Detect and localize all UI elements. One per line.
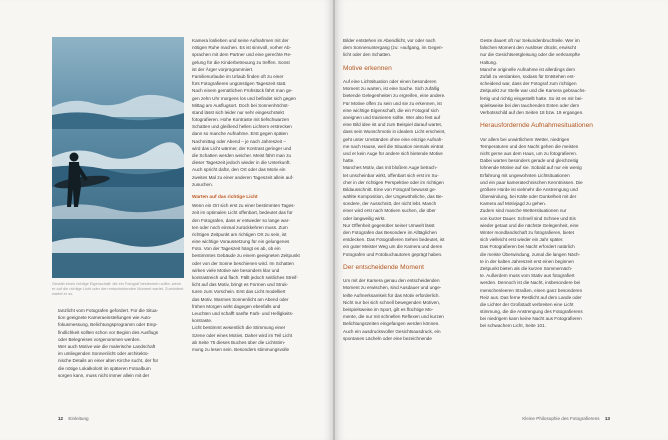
- text-line: Kamera loslieben und seine Aufnahmen mit der: [192, 38, 289, 43]
- text-line: kontraste.: [192, 318, 213, 324]
- text-line: sprachen mit dem Partner und eine gerechte Re-: [192, 52, 292, 58]
- text-line: Zeitpunkt bieten als die kurzen Sommernäch-: [480, 265, 573, 271]
- text-line: oder langweilig wirkt.: [343, 215, 386, 221]
- text-line: Dabei warten besonders gerade und gleichzeitig: [480, 158, 579, 164]
- text-line: wird das Licht wärmer, der Kontrast geringer und: [192, 145, 292, 151]
- text-line: Auf eine Lichtsituation oder einen besonderen: [343, 79, 437, 85]
- text-line: tet unscheinbar wirkt, offenbart sich erst im Su-: [343, 172, 439, 178]
- text-line: die nötige Lokalkolorit im späteren Fotoalbum: [58, 365, 151, 371]
- text-line: bei niedrigem kann keine Nacht aus Fotografieren: [480, 316, 582, 322]
- text-line: spontanes Lächeln oder eine bezeichnende: [343, 335, 432, 341]
- text-line: eine wichtige Eigenschaft, die ein Fotograf sich: [343, 107, 439, 113]
- text-line: Manche originelle Aufnahme ist allerdings dem: [480, 66, 575, 72]
- text-line: geht unter Umständen ohne eine einzige Aufnah-: [343, 136, 443, 142]
- text-line: zusuchen.: [192, 181, 213, 187]
- text-line: und er kein Auge für andere sich bietende Motive: [343, 150, 443, 156]
- text-line: die Lichter der Großstadt verbreiten eine Licht: [480, 301, 574, 307]
- right-footer: [522, 416, 610, 421]
- text-line: von kurzer Dauer. Schnell sind Schnee und Eis: [480, 215, 576, 221]
- text-line: nicht gerne aus dem Haus, um zu fotografieren.: [480, 150, 578, 156]
- text-line: Auch ein ausdrucksvoller Gesichtsausdruck, ein: [343, 328, 441, 334]
- text-line: im umliegenden Sonnenlicht oder architekto-: [58, 351, 149, 357]
- text-line: gelung für die Kinderbetreuung zu treffen. Sonst: [192, 59, 290, 65]
- text-line: sich vielleicht erst wieder ein Jahr später.: [480, 237, 564, 243]
- text-line: Geste dauert oft nur Sekundenbruchteile. Wer im: [480, 38, 580, 43]
- text-line: werden. Dennoch ist die Nacht, insbesondere bei: [480, 280, 581, 286]
- text-line: dieser Tageszeit jedoch wieder in die Unterkunft.: [192, 160, 291, 166]
- text-line: Das Fotografieren bei Nacht erfordert natürlich: [480, 244, 575, 250]
- surfer-photo-image: [52, 37, 184, 278]
- text-line: und ein paar kameratechnischen Kenntnissen. Die: [480, 179, 583, 185]
- text-line: tion geeignete Kameraeinstellungen wie Auto-: [58, 315, 152, 321]
- text-line: Belichtungszeiten eingefangen werden können.: [343, 321, 440, 327]
- heading-entscheidende-moment: Der entscheidende Moment: [343, 263, 425, 271]
- text-line: wählte Komposition, der Ungewöhnliche, das Be-: [343, 194, 444, 200]
- text-line: Licht bestimmt wesentlich die Stimmung einer: [192, 325, 286, 331]
- text-line: fertig und richtig eingestellt hatte. So ist es mir bei-: [480, 95, 583, 101]
- heading-motive-erkennen: Motive erkennen: [343, 64, 392, 72]
- text-line: Haltung.: [480, 59, 498, 65]
- text-line: zweites Mal zu einer anderen Tageszeit allein auf-: [192, 174, 294, 180]
- text-line: die Schatten werden weicher. Meist fährt man zu: [192, 153, 292, 158]
- text-line: Foto. Von der Tageszeit hängt es ab, ob ein: [192, 246, 281, 252]
- text-line: Szene oder eines Motivs. Daher wird im Teil Licht: [192, 332, 293, 338]
- text-line: fokusmessung, Belichtungsprogramm oder Emp-: [58, 322, 158, 328]
- right-paragraphs-2: [343, 78, 470, 258]
- left-footer: [58, 416, 89, 421]
- text-line: Verbotsschild auf den Seiten 18 bzw. 19 ergangen.: [480, 109, 584, 115]
- text-line: richtigen Zeitpunkt am richtigen Ort zu sein, ist: [192, 231, 287, 237]
- text-line: Schatten und gleißend hellen Lichtern erstrecken: [192, 124, 292, 130]
- text-line: fotografieren. Hohe Kontraste mit tiefschwarzen: [192, 117, 290, 123]
- text-line: findlichkeit sollten schon vor Beginn des Ausflugs: [58, 329, 159, 335]
- text-line: Winter mondlandschaft zu fotografieren, bietet: [480, 230, 574, 235]
- text-line: zeit im optimalen Licht offenbart, bedeutet das für: [192, 210, 293, 216]
- photo-caption: Gestatt einen richtige Eigenschaft: die ein Fotograf bestimmen sollte, wenn er auf die richtige Licht oder den entscheidenden Moment wartet. Zumindest wartet er so.: [52, 281, 184, 297]
- text-line: lohnende Motive auf sie. Sobald auf nur ein wenig: [480, 165, 582, 171]
- text-line: Leuchten und schafft sanfte Farb- und Helligkeits-: [192, 310, 294, 316]
- text-line: Nach einem gemütlichen Frühstück fährt man ge-: [192, 88, 293, 94]
- text-line: wirken viele Motive wie besonders klar und: [192, 267, 280, 273]
- text-line: bei schwachem Licht, Seite 101.: [480, 323, 546, 329]
- text-line: die meiste Überwindung, zumal die langen Näch-: [480, 251, 581, 257]
- text-line: Manches Motiv, das mit bloßem Auge betrach-: [343, 165, 438, 171]
- right-paragraphs-5: [480, 136, 607, 330]
- text-line: wieder getaut und die nächste Gelegenheit, eine: [480, 222, 579, 228]
- right-paragraphs-1: [343, 37, 470, 59]
- text-line: das Motiv. Warmes Sonnenlicht am Abend oder: [192, 296, 289, 302]
- text-line: Nur Offenheit gegenüber seiner Umwelt lässt: [343, 222, 435, 228]
- text-line: stimmung, die die Anstrengung des Fotografierens: [480, 309, 583, 315]
- text-line: aneignen und trainieren sollte. Wer also fest auf: [343, 115, 441, 120]
- text-line: dann so manche Aufnahme. Erst gegen späten: [192, 131, 288, 137]
- text-line: spielsweise bei den tauchenden Enten oder dem: [480, 102, 580, 108]
- text-line: Mittag am Ausflugsort. Doch bei Sonnenhöchst-: [192, 102, 290, 108]
- text-line: Auch spricht dafür, den Ort oder das Motiv ein: [192, 167, 286, 173]
- text-line: eine wichtige Voraussetzung für ein gelungenes: [192, 239, 290, 245]
- left-paragraphs-2: [192, 202, 317, 353]
- text-line: bietende Gelegenheiten zu ergreifen, eine andere.: [343, 93, 446, 99]
- text-line: ist der Ärger vorprogrammiert.: [192, 66, 254, 72]
- text-line: den Fotografen, dass er entweder so lange war-: [192, 217, 290, 223]
- text-line: Wenn ein Ort sich erst zu einer bestimmten Tages-: [192, 203, 295, 209]
- text-line: te. Außerdem muss vom Stativ aus fotografiert: [480, 273, 575, 279]
- text-line: beispielsweise im Sport, gilt es flüchtige Mo-: [343, 307, 434, 312]
- text-line: Bilder entstehen im Abendlicht, vor oder nach: [343, 38, 436, 43]
- text-line: ein guter Meister Weg um die Kamera und deren: [343, 244, 443, 250]
- text-line: Bildausschnitt. Eine von Fotograf bewusst ge-: [343, 186, 437, 192]
- text-line: Kamera auf Motivjagd zu gehen.: [480, 201, 547, 207]
- text-line: Nachmittag oder Abend – je nach Jahreszeit –: [192, 138, 286, 144]
- text-line: licht oder den Schatten.: [343, 52, 392, 58]
- right-paragraphs-4: [480, 37, 607, 116]
- text-line: teilte Aufmerksamkeit für das Motiv erforderlich.: [343, 292, 440, 298]
- text-line: Zeitpunkt zur Stelle war und die Kamera gebrauchs-: [480, 88, 586, 94]
- right-page: [335, 0, 668, 440]
- text-line: hatte.: [343, 158, 355, 164]
- surfer-photo: [52, 37, 184, 278]
- text-line: dass sein Wunschmotiv in idealem Licht erscheint,: [343, 129, 446, 135]
- left-paragraphs-3: [58, 307, 185, 379]
- text-line: den Fotografen das Besondere im Alltäglichen: [343, 230, 437, 235]
- text-line: Zudem sind manche Wettersituationen nur: [480, 208, 567, 214]
- text-line: Um mit der Kamera genau den entscheidenden: [343, 278, 440, 284]
- text-line: oder Belegreises vorgenommen werden.: [58, 336, 141, 342]
- heading-herausfordernde: Herausfordernde Aufnahmesituationen: [480, 122, 593, 130]
- text-line: tanzlicht vom Fotografen gefordert. Für die Situa-: [58, 308, 159, 313]
- text-line: cher in der richtigen Perspektive oder im richtigen: [343, 179, 444, 185]
- text-line: Moment zu warten, ist eine Sache. Sich zufällig: [343, 86, 440, 92]
- text-line: größere Hürde ist vielmehr die Anstrengung und: [480, 186, 578, 192]
- text-line: Fotografen und Fotobuchautoren geprägt haben.: [343, 251, 443, 257]
- page-number-left: 12: [58, 416, 64, 421]
- text-line: menschenleeren Straßen, einen ganz besonderen: [480, 287, 583, 293]
- text-line: frühen Morgen wirkt dagegen ebenfalls und: [192, 303, 281, 309]
- text-line: Zufall zu verdanken, sodass für Entstehen ent-: [480, 73, 575, 79]
- text-line: ten oder noch einmal zurückkehren muss. Zum: [192, 224, 288, 230]
- text-line: licht auf das Motiv, bringt es Formen und Struk-: [192, 282, 289, 288]
- text-line: Moment zu erwischen, sind Ausdauer und unge-: [343, 285, 442, 291]
- text-line: Wer auch Motive wie die malerische Landschaft: [58, 343, 156, 349]
- text-line: kontrastreich und flach. Fällt jedoch seitliches Streif-: [192, 275, 298, 281]
- text-line: ab Seite 75 dieses Buches über die Lichtstim-: [192, 339, 286, 345]
- text-line: Nicht nur bei sich schnell bewegenden Motiven,: [343, 299, 441, 305]
- text-line: Für Motive offen zu sein und sie zu erkennen, ist: [343, 100, 442, 106]
- left-paragraphs-1: [192, 37, 317, 188]
- text-line: scheidend war, dass der Fotograf zum richtigen: [480, 81, 577, 87]
- text-line: Reiz aus. Das ferne Restlicht auf dem Lande oder: [480, 294, 582, 300]
- left-text-column: [192, 37, 317, 353]
- text-line: entdecken. Das Fotografieren Sehen bedeutet, ist: [343, 237, 445, 243]
- text-line: Familienurlaube im Urlaub finden oft zu einer: [192, 73, 284, 79]
- text-line: gen zehn Uhr morgens los und befindet sich gegen: [192, 95, 296, 101]
- text-line: sorgen kann, muss nicht immer allein mit der: [58, 372, 150, 378]
- text-line: mente, die nur mit schnellen Reflexen und kurzen: [343, 314, 444, 320]
- right-column-2: [480, 37, 607, 330]
- text-line: einer wird erst nach Motiven suchen, die über: [343, 208, 436, 214]
- text-line: sondere, der Ausschnitt, der nicht lebt. Manch: [343, 201, 437, 207]
- right-paragraphs-3: [343, 277, 470, 342]
- text-line: Vor allem bei unwirtlichem Wetter, niedrigen: [480, 136, 570, 142]
- text-line: stand lässt sich leider nur sehr eingeschränkt: [192, 109, 284, 115]
- running-head-left: Einleitung: [68, 416, 89, 421]
- subheading-warten: Warten auf das richtige Licht: [192, 194, 258, 200]
- text-line: Erfahrung mit ungewohnten Lichtsituationen: [480, 172, 570, 178]
- text-line: Temperaturen und den Nacht gehen die meisten: [480, 143, 579, 149]
- text-line: oder von der Sonne beschienen wird. Im Schatten: [192, 260, 294, 266]
- left-bottom-column: [58, 307, 185, 379]
- running-head-right: Kleine Philosophie des Fotografierens: [522, 416, 600, 421]
- text-line: falschen Moment den Auslöser drückt, erwischt: [480, 45, 577, 51]
- page-number-right: 13: [604, 416, 610, 421]
- text-line: me nach Hause, weil die Situation niemals eintrat: [343, 143, 444, 149]
- text-line: te in der kalten Jahreszeit erst einen beginnen: [480, 258, 574, 264]
- text-line: dem Sonnenuntergang (zu: »aufgang, im Gegen-: [343, 45, 444, 51]
- right-column-1: [343, 37, 470, 342]
- text-line: turen zum Vorschein. Erst das Licht modelliert: [192, 289, 286, 295]
- text-line: fürs Fotografieren ungünstigen Tageszeit statt.: [192, 81, 287, 87]
- text-line: nische Details an einer alten Kirche sucht, der für: [58, 358, 159, 364]
- left-page: [0, 0, 333, 440]
- text-line: eine Bild idee ist und zum Beispiel darauf wartet,: [343, 122, 443, 128]
- text-line: Überwindung, bei Kälte oder Dunkelheit mit der: [480, 194, 577, 200]
- text-line: bestimmtes Gebäude zu einem geeigneten Zeitpunkt: [192, 253, 300, 259]
- text-line: mung zu lesen sein. Besonders stimmungsvolle: [192, 346, 290, 352]
- text-line: nötigen Ruhe machen. Es ist sinnvoll, vorher Ab-: [192, 45, 292, 51]
- text-line: nur die Gesichtsentgleisung oder die verkrampfte: [480, 52, 581, 58]
